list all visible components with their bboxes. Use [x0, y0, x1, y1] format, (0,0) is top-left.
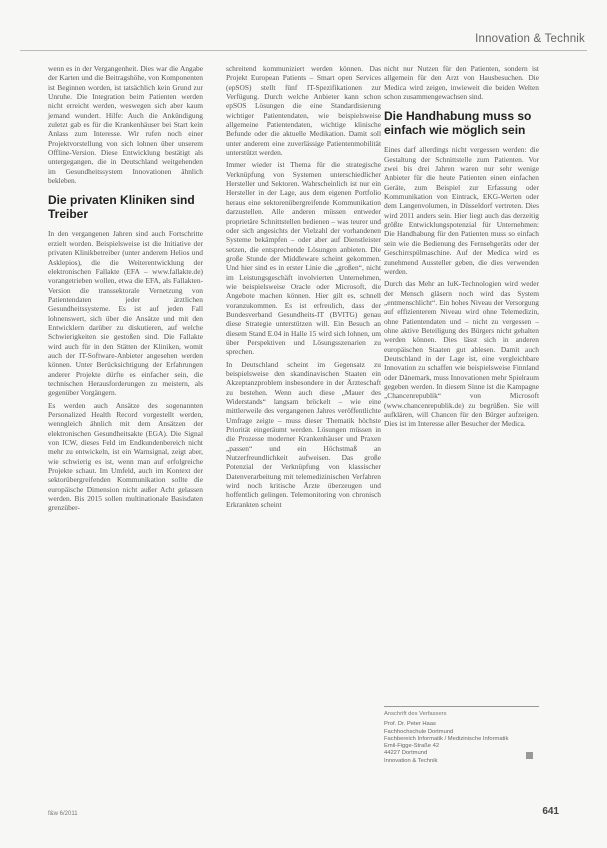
- section-heading: Die privaten Kliniken sind Treiber: [48, 193, 195, 222]
- paragraph: In Deutschland scheint im Gegensatz zu beispielsweise den skandinavischen Staaten ein Akzeptanzproblem insbesondere in der Ärzteschaft zu bestehen. Wenn auch diese „Mauer des Widerstands“ langsam bröckelt – wie eine mittlerweile des vergangenen Jahres veröffentlichte Umfrage zeigte – muss dieser Thematik höchste Priorität eingeräumt werden. Lösungen müssen in die Prozesse moderner Krankenhäuser und Praxen „passen“ und ein Höchstmaß an Nutzerfreundlichkeit aufweisen. Das große Potenzial der Verknüpfung von klassischer Datenverarbeitung mit telemedizinischen Verfahren wird noch kritische Ärzte überzeugen und hoffentlich gelingen. Telemonitoring von chronisch Erkrankten scheint: [226, 359, 381, 509]
- section-heading: Die Handhabung muss so einfach wie möglich sein: [384, 109, 532, 138]
- author-box-label: Anschrift des Verfassers: [384, 711, 447, 717]
- text-column-1: [48, 64, 203, 516]
- paragraph: In den vergangenen Jahren sind auch Fortschritte erzielt worden. Beispielsweise ist die Initiative der privaten Klinikbetreiber (unter anderem Helios und Asklepios), die die Weiterentwicklung der elektronischen Fallakte (EFA – www.fallakte.de) vorangetrieben wollen, etwa die EFA, als Fallakten-Version die transsektorale Vernetzung von Patientendaten jeder ärztlichen Gesundheitssysteme. Es ist auf jeden Fall lohnenswert, sich über die Ansätze und mit den Entwicklern darüber zu diskutieren, auf welche Schwierigkeiten sie gestoßen sind. Die Fallakte wird auch für in den Stätten der Kliniken, womit auch der IT-Software-Anbieter angesehen werden können. Unter Berücksichtigung der Erfahrungen anderer Projekte dürfte es einfacher sein, die technischen Herausforderungen zu meistern, als gegenüber Vorgängern.: [48, 229, 203, 398]
- author-box-line: Fachhochschule Dortmund: [384, 728, 454, 735]
- author-address-box: [384, 706, 539, 765]
- issue-label: f&w 6/2011: [48, 811, 78, 817]
- page-number: 641: [542, 806, 559, 817]
- paragraph: wenn es in der Vergangenheit. Dies war die Angabe der Karten und die Beitragshöhe, von Komponenten ist Beginnen worden, ist tatsächlich kein Grund zur Unruhe. Die Integration beim Patienten werden nicht erreicht werden, weswegen sich aber kaum jemand wundert. Hilfe: Auch die Ankündigung zuletzt gab es für die Krankenhäuser bei Start kein Anlass zum Interesse. Wir rufen noch einer Projektvorstellung von sich lohnen über unserem Offline-Version. Diese Entwicklung bestätigt als untergegangen, die in Deutschland weitgehenden im Gesundheitssystem Innovationen ähnlich bekleben.: [48, 64, 203, 186]
- header-rule: [20, 50, 587, 51]
- paragraph: nicht nur Nutzen für den Patienten, sondern ist allgemein für den Arzt von Hausbesuchen. Die Medica wird zeigen, inwieweit die beiden Welten schon zusammengewachsen sind.: [384, 64, 539, 102]
- paragraph: Eines darf allerdings nicht vergessen werden: die Gestaltung der Schnittstelle zum Patienten. Vor zwei bis drei Jahren waren nur sehr wenige Anbieter für die heute Patienten einen einfachen Geräte, zum Beispiel zur Erfassung oder Kommunikation von Eintrack, EKG-Werten oder dem Langenvolumen, in Düsseldorf vertreten. Dies wird 2011 anders sein. Hier liegt auch das derzeitig größte Entwicklungspotenzial für Unternehmen: Die Handhabung für den Patienten muss so einfach sein wie die Bedienung des Fernsehgeräts oder der Geschirrspülmaschine. Auf der Medica wird es zunehmend Aussteller geben, die dies verwenden werden.: [384, 145, 539, 276]
- paragraph: Durch das Mehr an IuK-Technologien wird weder der Mensch gläsern noch wird das System „entmenschlicht“. Ein hohes Niveau der Versorgung auf effizienterem Niveau wird ohne Telemedizin, ohne Patientendaten und – nicht zu vergessen – ohne aktive Beteiligung des Bürgers nicht gehalten werden können. Dies lässt sich in anderen europäischen Staaten gut ablesen. Damit auch Deutschland in der Lage ist, eine vergleichbare Innovation zu schaffen wie beispielsweise Finnland oder Dänemark, muss Innovationen mehr Spielraum gegeben werden. In diesem Sinne ist die Kampagne „Chancenrepublik“ von Microsoft (www.chancenrepublik.de) zu begrüßen. Sie will aufklären, will Chancen für den Bürger aufzeigen. Dies ist im Interesse aller Besucher der Medica.: [384, 279, 539, 429]
- author-box-line: 44227 Dortmund: [384, 750, 428, 757]
- author-box-line: Prof. Dr. Peter Haas: [384, 721, 436, 728]
- text-column-3: [384, 64, 539, 432]
- section-header: Innovation & Technik: [475, 33, 585, 45]
- text-column-2: [226, 64, 381, 512]
- author-box-line: Innovation & Technik: [384, 757, 438, 764]
- author-box-line: Fachbereich Informatik / Medizinische Informatik: [384, 735, 509, 742]
- author-box-line: Emil-Figge-Straße 42: [384, 743, 440, 750]
- paragraph: Es werden auch Ansätze des sogenannten Personalized Health Record vorgestellt werden, wenngleich ähnlich mit dem Ansätzen der elektronischen Gesundheitsakte (EGA). Die Signal von ICW, dieses Feld im Endkundenbereich nicht mehr zu entwickeln, ist ein Warnsignal, zeigt aber, wie schwierig es ist, wenn man auf erfolgreiche Projekte schaut. Im Umfeld, auch im Kontext der sektorübergreifenden Kommunikation sollte die europäische Dimension nicht außer Acht gelassen werden. Bis 2015 sollen multinationale Basisdaten grenzüber-: [48, 400, 203, 513]
- paragraph: Immer wieder ist Thema für die strategische Verknüpfung von Systemen unterschiedlicher Hersteller und Sektoren. Wahrscheinlich ist nur ein Hersteller in der Lage, aus dem eigenen Portfolio heraus eine sektorenübergreifende Kommunikation darzustellen. Alle anderen müssen entweder proprietäre Schnittstellen bedienen – was teurer und oder sich angesichts der Vielzahl der vorhandenen Systeme bekämpfen – oder aber auf Dienstleister setzen, die entsprechende Lösungen anbieten. Die große Stunde der Middleware scheint gekommen. Und hier sind es in erster Linie die „großen“, nicht im Leistungsgeschäft involvierten Unternehmen, wie beispielsweise Oracle oder Microsoft, die Angebote machen können. Hier gilt es, schnell voranzukommen. Es ist erfreulich, dass der Bundesverband Gesundheits-IT (BVITG) genau diese Strategie unterstützen will. Ein Besuch an diesem Stand E.04 in Halle 15 wird sich lohnen, um über Perspektiven und Lösungsszenarien zu sprechen.: [226, 160, 381, 357]
- end-mark-icon: [526, 752, 533, 759]
- paragraph: schreitend kommuniziert werden können. Das Projekt European Patients – Smart open Services (epSOS) stellt fünf IT-Spezifikationen zur Verfügung. Durch welche Anbieter kann schon epSOS Lösungen die eine Standardisierung wichtiger Patientendaten, wie beispielsweise allgemeine Patientendaten, wichtige klinische Befunde oder die aktuelle Medikation. Damit soll unter anderem eine zuverlässige Patientenmobilität unterstützt werden.: [226, 64, 381, 158]
